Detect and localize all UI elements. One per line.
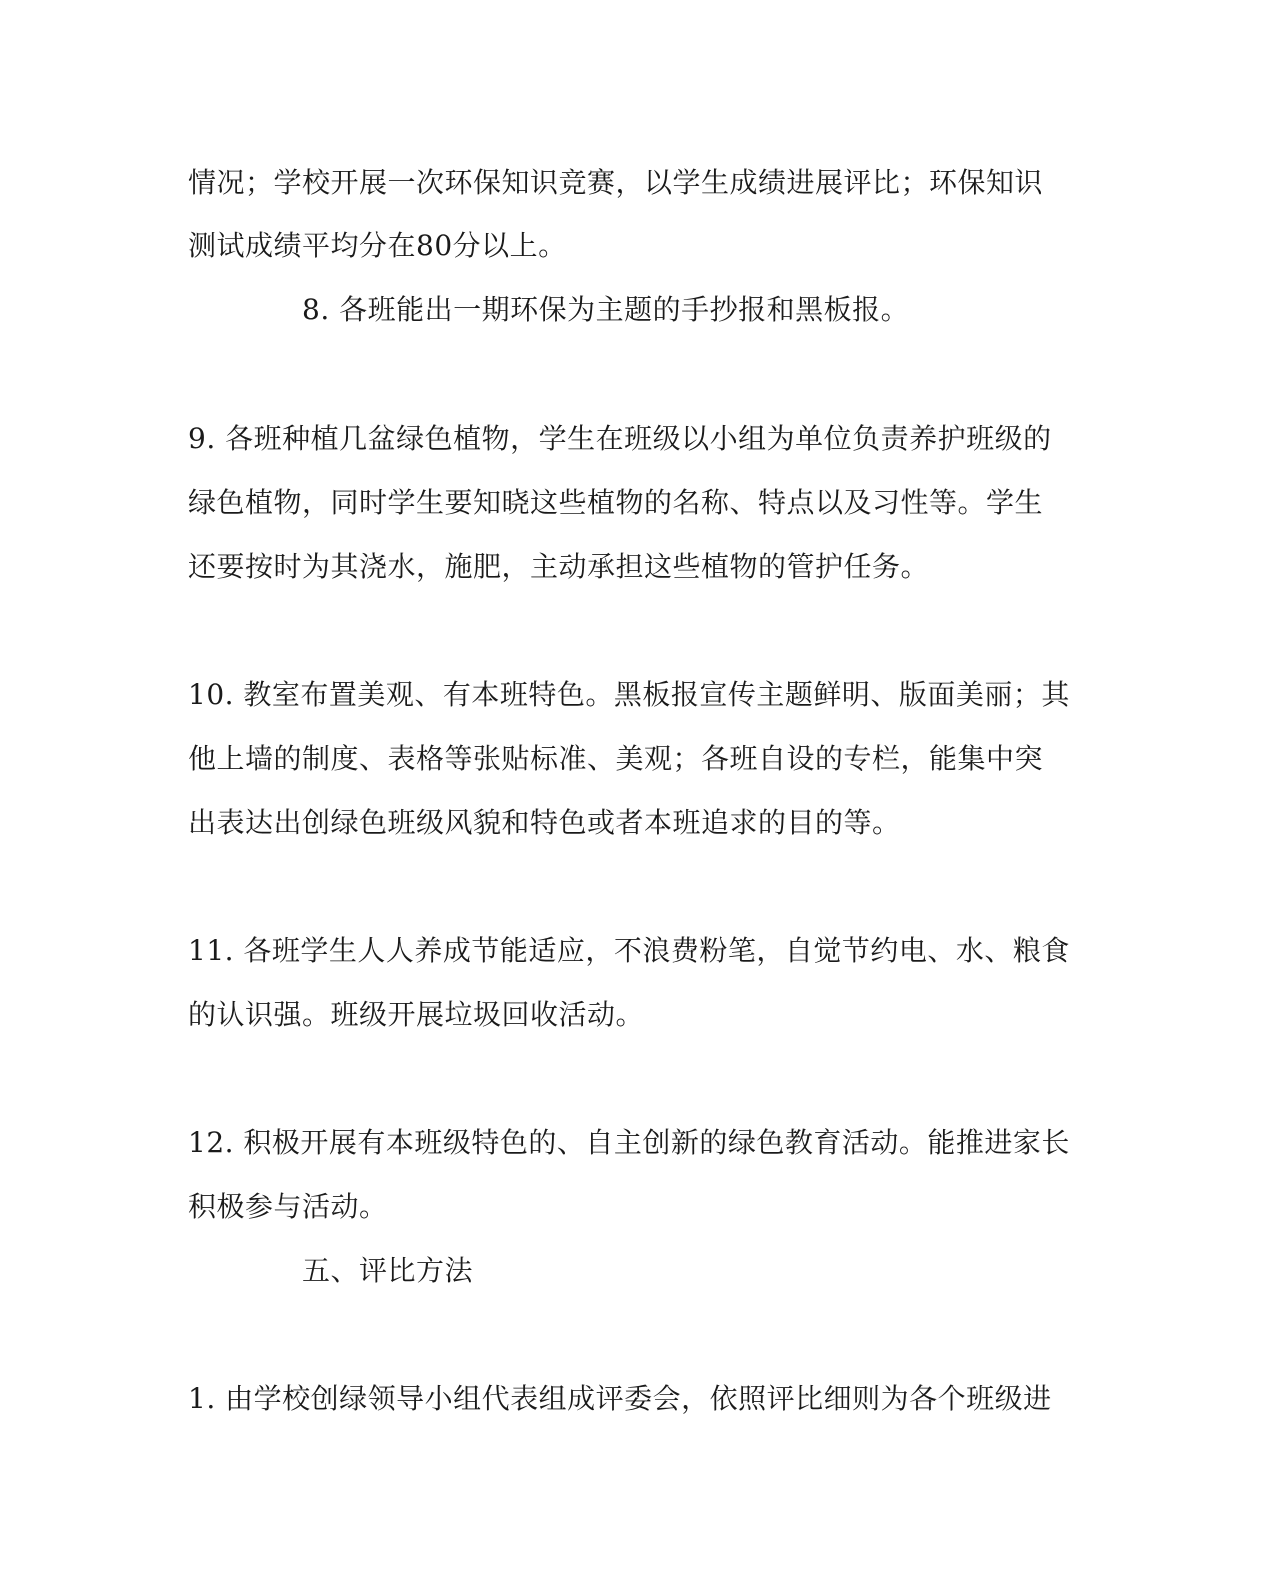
item-12-line-2: 积极参与活动。 [188,1190,388,1223]
paragraph-7-line-1: 情况；学校开展一次环保知识竞赛，以学生成绩进展评比；环保知识 [188,166,1044,199]
item-10-line-2: 他上墙的制度、表格等张贴标准、美观；各班自设的专栏，能集中突 [188,742,1044,775]
item-9-line-1: 9. 各班种植几盆绿色植物，学生在班级以小组为单位负责养护班级的 [188,422,1052,455]
section-heading-evaluation-method: 五、评比方法 [302,1254,474,1287]
item-12-line-1: 12. 积极开展有本班级特色的、自主创新的绿色教育活动。能推进家长 [188,1126,1070,1159]
item-9-line-3: 还要按时为其浇水，施肥，主动承担这些植物的管护任务。 [188,550,930,583]
item-11-line-1: 11. 各班学生人人养成节能适应，不浪费粉笔，自觉节约电、水、粮食 [188,934,1070,967]
item-10-line-1: 10. 教室布置美观、有本班特色。黑板报宣传主题鲜明、版面美丽；其 [188,678,1070,711]
item-11-line-2: 的认识强。班级开展垃圾回收活动。 [188,998,645,1031]
item-9-line-2: 绿色植物，同时学生要知晓这些植物的名称、特点以及习性等。学生 [188,486,1044,519]
paragraph-7-line-2: 测试成绩平均分在80分以上。 [188,229,567,262]
item-10-line-3: 出表达出创绿色班级风貌和特色或者本班追求的目的等。 [188,806,901,839]
item-8: 8. 各班能出一期环保为主题的手抄报和黑板报。 [302,293,910,326]
method-item-1-line-1: 1. 由学校创绿领导小组代表组成评委会，依照评比细则为各个班级进 [188,1382,1052,1415]
